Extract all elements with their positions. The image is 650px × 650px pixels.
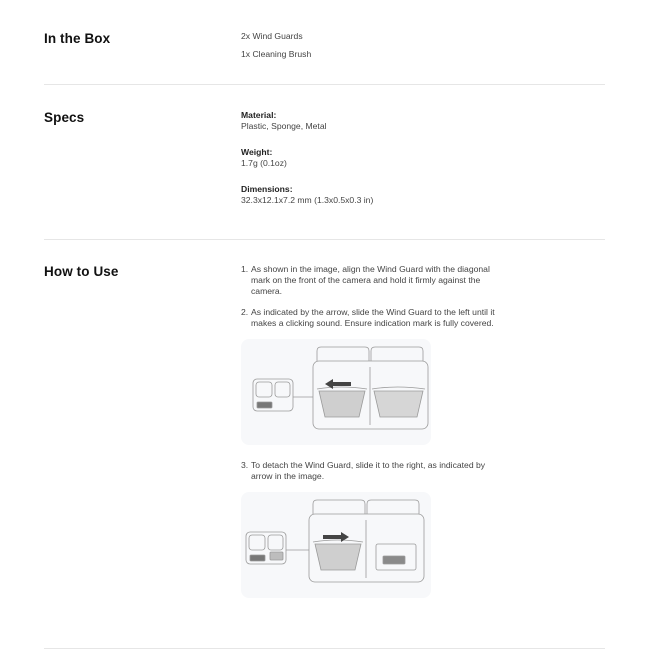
spec-label: Material:: [241, 110, 277, 120]
section-divider: [44, 648, 605, 649]
spec-value: 1.7g (0.1oz): [241, 158, 287, 168]
box-item: 1x Cleaning Brush: [241, 49, 312, 59]
specs-section: [44, 110, 605, 220]
step-number: 3.: [241, 460, 249, 470]
detach-illustration: [241, 492, 431, 598]
step-text: To detach the Wind Guard, slide it to the right, as indicated by arrow in the image.: [251, 460, 486, 481]
how-to-use-title: How to Use: [44, 264, 119, 279]
specs-title: Specs: [44, 110, 85, 125]
spec-label: Weight:: [241, 147, 273, 157]
step-number: 1.: [241, 264, 249, 274]
spec-label: Dimensions:: [241, 184, 293, 194]
step-text: As indicated by the arrow, slide the Wind Guard to the left until it makes a clicking sound. Ensure indication mark is fully covered.: [251, 307, 495, 328]
step-item: [241, 307, 506, 329]
step-text: As shown in the image, align the Wind Guard with the diagonal mark on the front of the camera and hold it firmly against the camera.: [251, 264, 490, 296]
how-to-use-steps: [241, 264, 506, 613]
section-divider: [44, 239, 605, 240]
camera-detach-illustration: [241, 492, 431, 598]
spec-value: 32.3x12.1x7.2 mm (1.3x0.5x0.3 in): [241, 195, 374, 205]
section-divider: [44, 84, 605, 85]
camera-attach-illustration: [241, 339, 431, 445]
how-to-use-section: [44, 264, 605, 634]
box-item: 2x Wind Guards: [241, 31, 303, 41]
in-the-box-list: [241, 31, 541, 67]
step-item: [241, 264, 506, 297]
attach-illustration: [241, 339, 431, 445]
step-item: [241, 460, 506, 482]
in-the-box-section: [44, 31, 605, 71]
in-the-box-title: In the Box: [44, 31, 111, 46]
step-number: 2.: [241, 307, 249, 317]
specs-list: [241, 110, 541, 221]
spec-value: Plastic, Sponge, Metal: [241, 121, 327, 131]
